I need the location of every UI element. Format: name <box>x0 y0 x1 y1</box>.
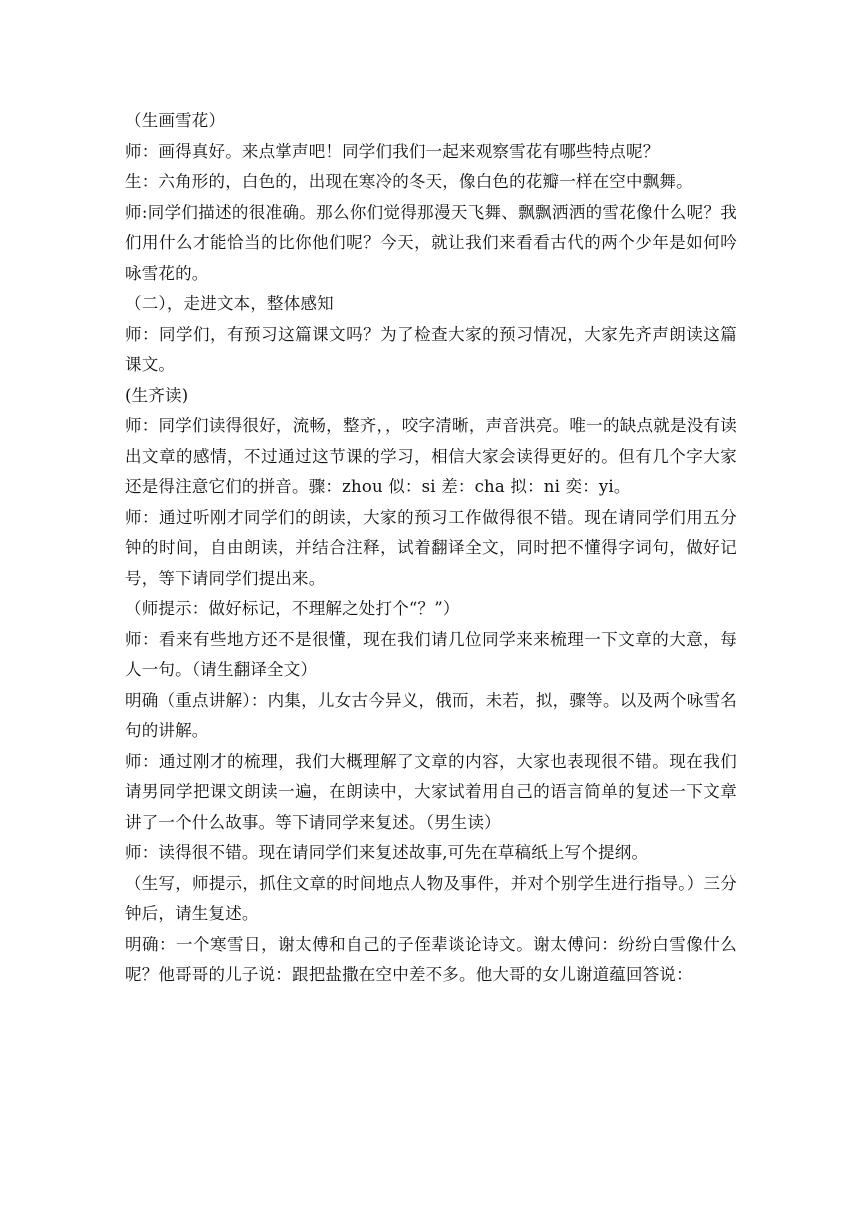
paragraph-teacher-outline: 师：读得很不错。现在请同学们来复述故事,可先在草稿纸上写个提纲。 <box>125 843 649 862</box>
paragraph-students-write: （生写，师提示，抓住文章的时间地点人物及事件，并对个别学生进行指导。）三分钟后，请生复述。 <box>125 873 737 923</box>
paragraph-teacher-praise: 师：画得真好。来点掌声吧！同学们我们一起来观察雪花有哪些特点呢？ <box>125 141 660 161</box>
paragraph-teacher-free-reading: 师：通过听刚才同学们的朗读，大家的预习工作做得很不错。现在请同学们用五分钟的时间，自由朗读，并结合注释，试着翻译全文，同时把不懂得字词句，做好记号，等下请同学们提出来。 <box>125 507 737 588</box>
paragraph-teacher-preview-check: 师：同学们，有预习这篇课文吗？为了检查大家的预习情况，大家先齐声朗读这篇课文。 <box>125 324 737 374</box>
paragraph-student-describes: 生：六角形的，白色的，出现在寒冷的冬天，像白色的花瓣一样在空中飘舞。 <box>125 172 693 191</box>
paragraph-students-read: (生齐读) <box>125 385 189 405</box>
paragraph-key-points: 明确（重点讲解）：内集，儿女古今异义，俄而，未若，拟，骤等。以及两个咏雪名句的讲解。 <box>125 690 737 740</box>
paragraph-teacher-translate: 师：看来有些地方还不是很懂，现在我们请几位同学来来梳理一下文章的大意，每人一句。（请生翻译全文） <box>125 629 737 679</box>
section-heading-part-two: （二），走进文本，整体感知 <box>125 294 334 313</box>
paragraph-teacher-intro: 师:同学们描述的很准确。那么你们觉得那漫天飞舞、飘飘洒洒的雪花像什么呢？我们用什么才能恰当的比你他们呢？今天，就让我们来看看古代的两个少年是如何吟咏雪花的。 <box>125 202 737 283</box>
paragraph-teacher-pinyin: 师：同学们读得很好，流畅，整齐，，咬字清晰，声音洪亮。唯一的缺点就是没有读出文章的感情，不过通过这节课的学习，相信大家会读得更好的。但有几个字大家还是得注意它们的拼音。骤：zhou 似：si 差：cha 拟：ni 奕：yi。 <box>125 416 737 496</box>
document-body <box>125 106 737 991</box>
paragraph-teacher-retell: 师：通过刚才的梳理，我们大概理解了文章的内容，大家也表现很不错。现在我们请男同学把课文朗读一遍，在朗读中，大家试着用自己的语言简单的复述一下文章讲了一个什么故事。等下请同学来复述。（男生读） <box>125 751 737 832</box>
paragraph-story-summary: 明确：一个寒雪日，谢太傅和自己的子侄辈谈论诗文。谢太傅问：纷纷白雪像什么呢？他哥哥的儿子说：跟把盐撒在空中差不多。他大哥的女儿谢道蕴回答说： <box>125 934 737 984</box>
paragraph-student-draws-snowflake: （生画雪花） <box>125 111 226 130</box>
paragraph-teacher-tip: （师提示：做好标记，不理解之处打个“？”） <box>125 599 460 618</box>
